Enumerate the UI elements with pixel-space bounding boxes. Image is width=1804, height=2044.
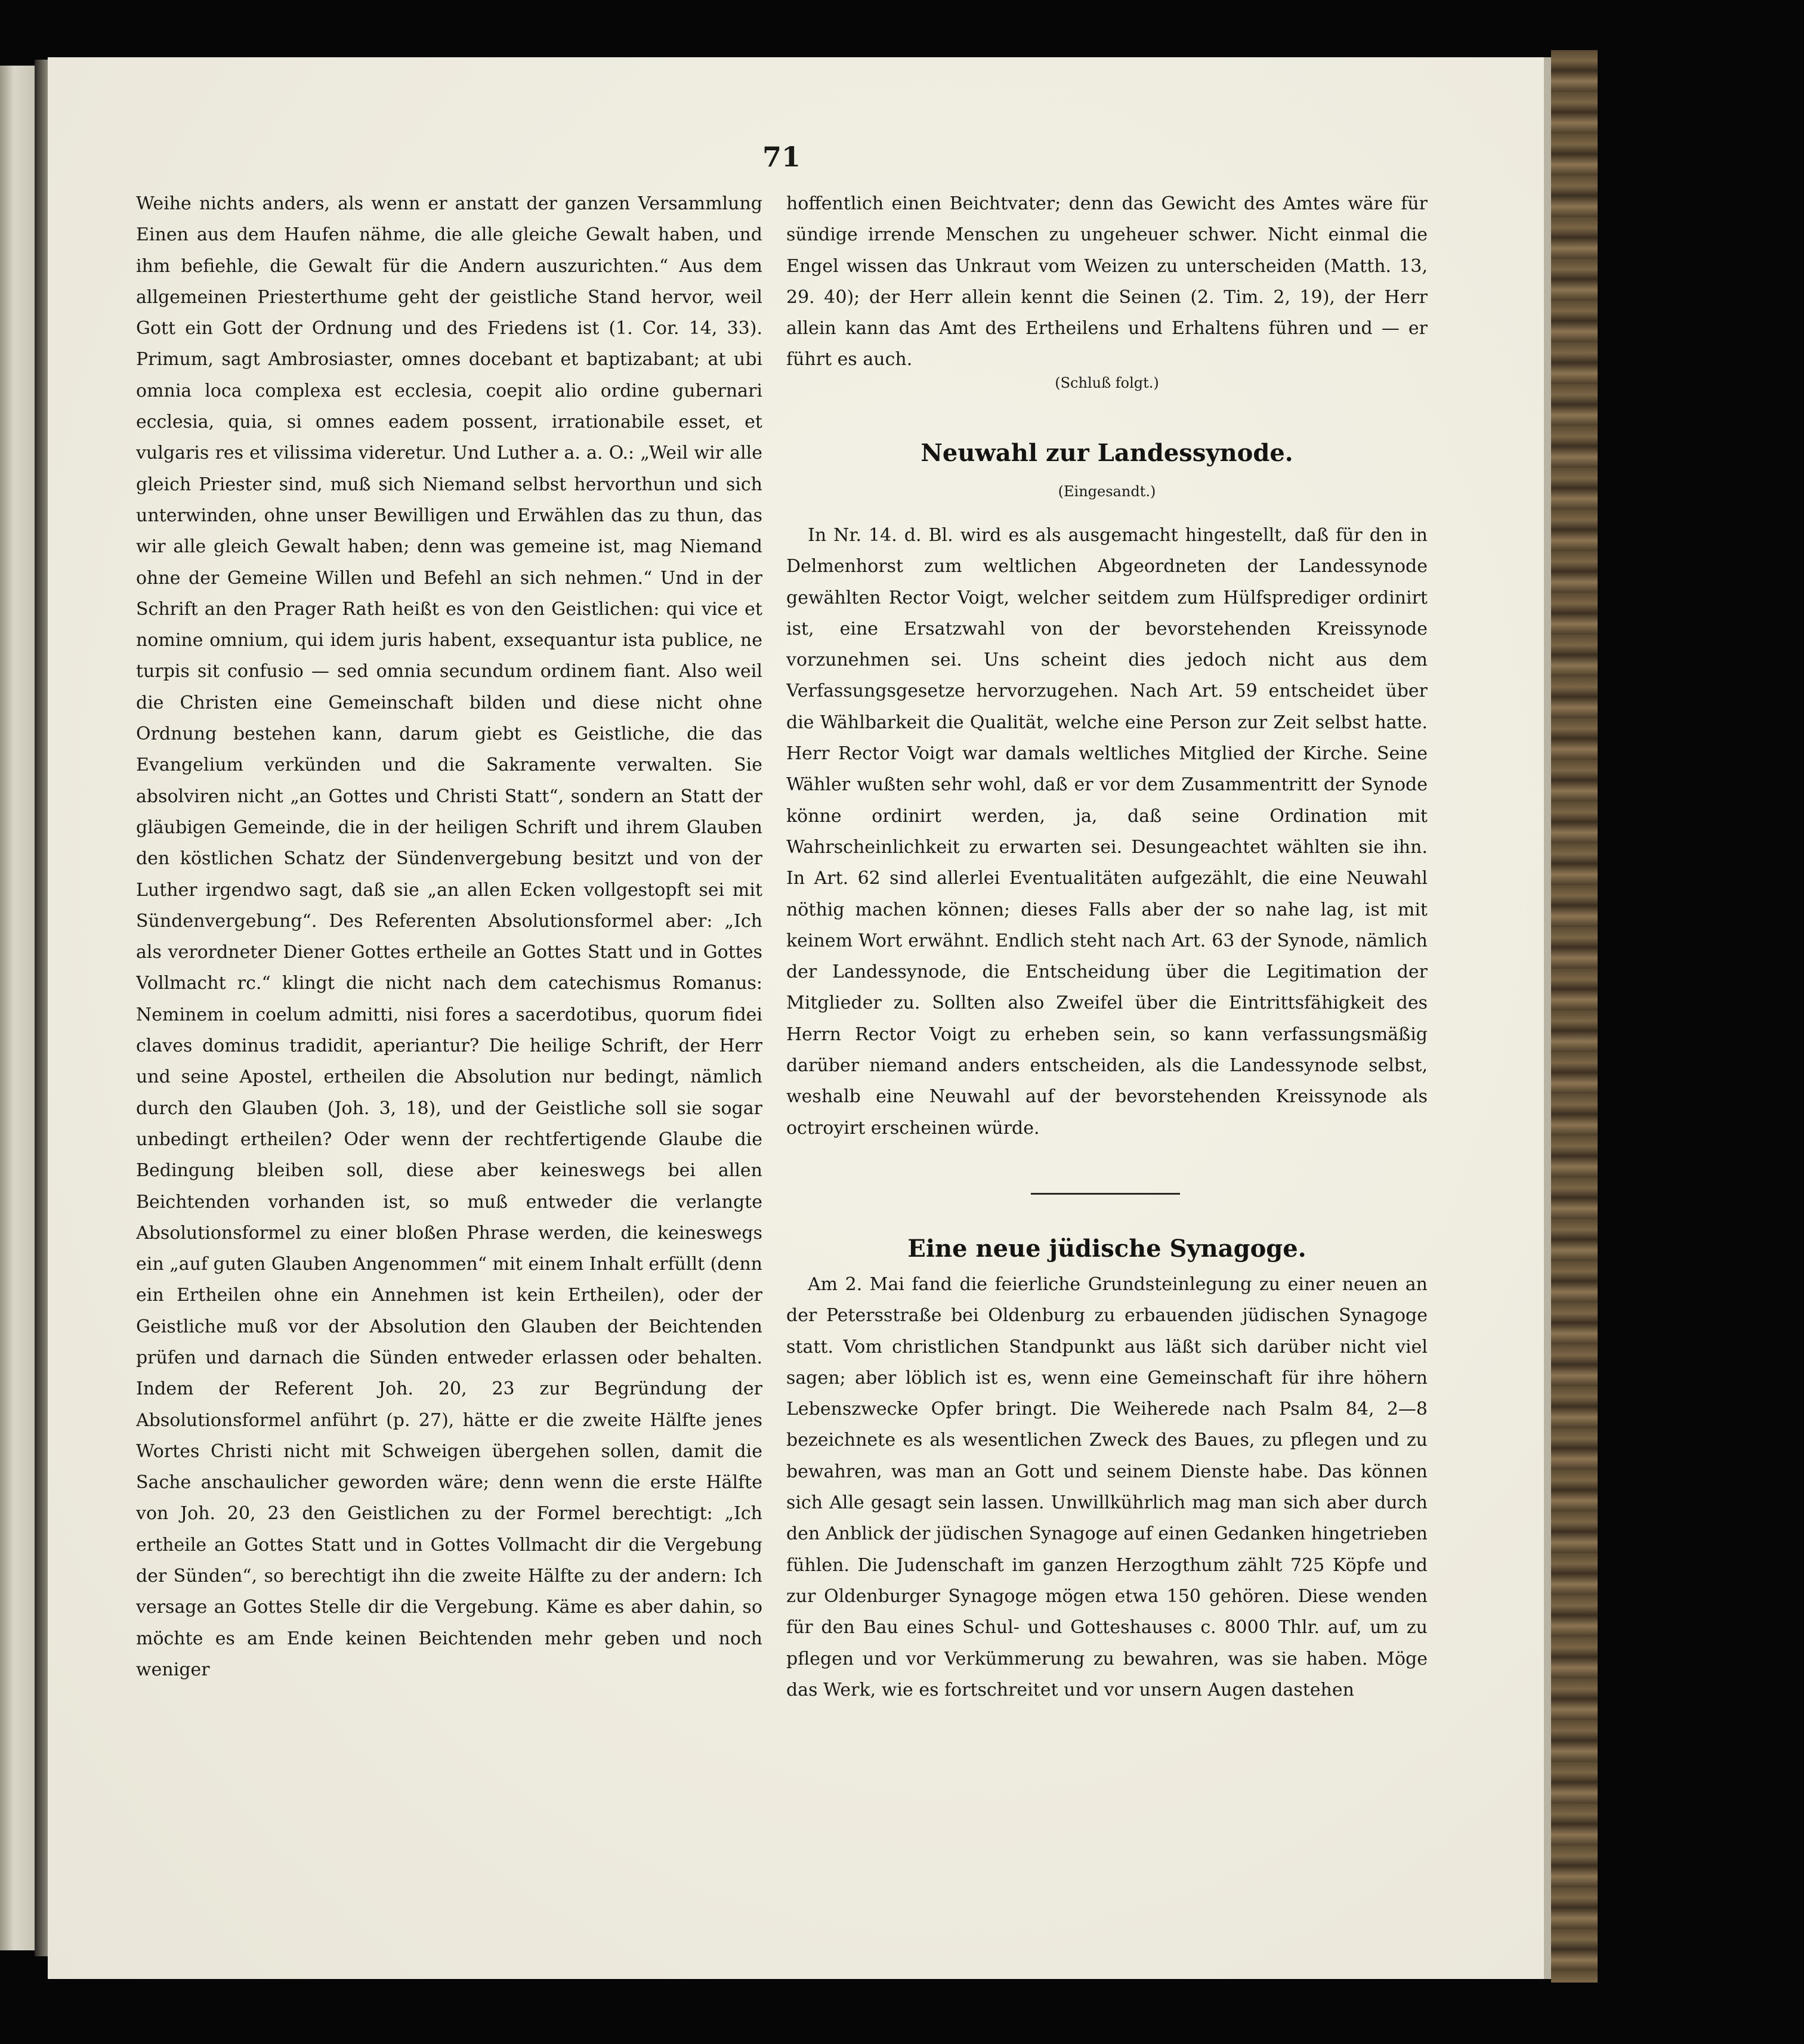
section-body-synagoge: [786, 1269, 1428, 1758]
left-column-paragraph: Weihe nichts anders, als wenn er anstatt der ganzen Versammlung Einen aus dem Haufen nähme, die alle gleiche Gewalt haben, und ihm befiehle, die Gewalt für die Andern auszurichten.“ Aus dem allgemeinen Priesterthume geht der geistliche Stand hervor, weil Gott ein Gott der Ordnung und des Friedens ist (1. Cor. 14, 33). Primum, sagt Ambrosiaster, omnes docebant et baptizabant; at ubi omnia loca complexa est ecclesia, coepit alio ordine gubernari ecclesia, quia, si omnes eadem possent, irrationabile esset, et vulgaris res et vilissima videretur. Und Luther a. a. O.: „Weil wir alle gleich Priester sind, muß sich Niemand selbst hervorthun und sich unterwinden, ohne unser Bewilligen und Erwählen das zu thun, das wir alle gleich Gewalt haben; denn was gemeine ist, mag Niemand ohne der Gemeine Willen und Befehl an sich nehmen.“ Und in der Schrift an den Prager Rath heißt es von den Geistlichen: qui vice et nomine omnium, qui idem juris habent, exsequantur ista publice, ne turpis sit confusio — sed omnia secundum ordinem fiant. Also weil die Christen eine Gemeinschaft bilden und diese nicht ohne Ordnung bestehen kann, darum giebt es Geistliche, die das Evangelium verkünden und die Sakramente verwalten. Sie absolviren nicht „an Gottes und Christi Statt“, sondern an Statt der gläubigen Gemeinde, die in der heiligen Schrift und ihrem Glauben den köstlichen Schatz der Sündenvergebung besitzt und von der Luther irgendwo sagt, daß sie „an allen Ecken vollgestopft sei mit Sündenvergebung“. Des Referenten Absolutionsformel aber: „Ich als verordneter Diener Gottes ertheile an Gottes Statt und in Gottes Vollmacht rc.“ klingt die nicht nach dem catechismus Romanus: Neminem in coelum admitti, nisi fores a sacerdotibus, quorum fidei claves dominus tradidit, aperiantur? Die heilige Schrift, der Herr und seine Apostel, ertheilen die Absolution nur bedingt, nämlich durch den Glauben (Joh. 3, 18), und der Geistliche soll sie sogar unbedingt ertheilen? Oder wenn der rechtfertigende Glaube die Bedingung bleiben soll, diese aber keineswegs bei allen Beichtenden vorhanden ist, so muß entweder die verlangte Absolutionsformel zu einer bloßen Phrase werden, die keineswegs ein „auf guten Glauben Angenommen“ mit einem Inhalt erfüllt (denn ein Ertheilen ohne ein Annehmen ist kein Ertheilen), oder der Geistliche muß vor der Absolution den Glauben der Beichtenden prüfen und darnach die Sünden entweder erlassen oder behalten. Indem der Referent Joh. 20, 23 zur Begründung der Absolutionsformel anführt (p. 27), hätte er die zweite Hälfte jenes Wortes Christi nicht mit Schweigen übergehen sollen, damit die Sache anschaulicher geworden wäre; denn wenn die erste Hälfte von Joh. 20, 23 den Geistlichen zu der Formel berechtigt: „Ich ertheile an Gottes Statt und in Gottes Vollmacht dir die Vergebung der Sünden“, so berechtigt ihn die zweite Hälfte zu der andern: Ich versage an Gottes Stelle dir die Vergebung. Käme es aber dahin, so möchte es am Ende keinen Beichtenden mehr geben und noch weniger: [136, 193, 762, 1680]
book-gutter: [35, 60, 48, 1956]
page-number: 71: [762, 141, 801, 173]
marbled-cover-edge: [1551, 50, 1598, 1983]
section-subtitle-eingesandt: (Eingesandt.): [1058, 483, 1156, 500]
right-column-continuation: [786, 188, 1428, 379]
continuation-paragraph: hoffentlich einen Beichtvater; denn das Gewicht des Amtes wäre für sündige irrende Menschen zu ungeheuer schwer. Nicht einmal die Engel wissen das Unkraut vom Weizen zu unterscheiden (Matth. 13, 29. 40); der Herr allein kennt die Seinen (2. Tim. 2, 19), der Herr allein kann das Amt des Ertheilens und Erhaltens führen und — er führt es auch.: [786, 193, 1428, 370]
facing-page-edge: [0, 66, 35, 1950]
section-title-neuwahl: Neuwahl zur Landessynode.: [920, 439, 1293, 467]
left-column: [136, 188, 762, 1751]
synagoge-paragraph: Am 2. Mai fand die feierliche Grundsteinlegung zu einer neuen an der Petersstraße bei Oldenburg zu erbauenden jüdischen Synagoge statt. Vom christlichen Standpunkt aus läßt sich darüber nicht viel sagen; aber löblich ist es, wenn eine Gemeinschaft für ihre höhern Lebenszwecke Opfer bringt. Die Weiherede nach Psalm 84, 2—8 bezeichnete es als wesentlichen Zweck des Baues, zu pflegen und zu bewahren, was man an Gott und seinem Dienste habe. Das können sich Alle gesagt sein lassen. Unwillkührlich mag man sich aber durch den Anblick der jüdischen Synagoge auf einen Gedanken hingetrieben fühlen. Die Judenschaft im ganzen Herzogthum zählt 725 Köpfe und zur Oldenburger Synagoge mögen etwa 150 gehören. Diese wenden für den Bau eines Schul- und Gotteshauses c. 8000 Thlr. auf, um zu pflegen und vor Verkümmerung zu bewahren, was sie haben. Möge das Werk, wie es fortschreitet und vor unsern Augen dastehen: [786, 1274, 1428, 1700]
to-be-continued: (Schluß folgt.): [1055, 375, 1159, 391]
section-body-neuwahl: [786, 520, 1428, 1182]
neuwahl-paragraph: In Nr. 14. d. Bl. wird es als ausgemacht hingestellt, daß für den in Delmenhorst zum weltlichen Abgeordneten der Landessynode gewählten Rector Voigt, welcher seitdem zum Hülfsprediger ordinirt ist, eine Ersatzwahl von der bevorstehenden Kreissynode vorzunehmen sei. Uns scheint dies jedoch nicht aus dem Verfassungsgesetze hervorzugehen. Nach Art. 59 entscheidet über die Wählbarkeit die Qualität, welche eine Person zur Zeit selbst hatte. Herr Rector Voigt war damals weltliches Mitglied der Kirche. Seine Wähler wußten sehr wohl, daß er vor dem Zusammentritt der Synode könne ordinirt werden, ja, daß seine Ordination mit Wahrscheinlichkeit zu erwarten sei. Desungeachtet wählten sie ihn. In Art. 62 sind allerlei Eventualitäten aufgezählt, die eine Neuwahl nöthig machen können; dieses Falls aber der so nahe lag, ist mit keinem Wort erwähnt. Endlich steht nach Art. 63 der Synode, nämlich der Landessynode, die Entscheidung über die Legitimation der Mitglieder zu. Sollten also Zweifel über die Eintrittsfähigkeit des Herrn Rector Voigt zu erheben sein, so kann verfassungsmäßig darüber niemand anders entscheiden, als die Landessynode selbst, weshalb eine Neuwahl auf der bevorstehenden Kreissynode als octroyirt erscheinen würde.: [786, 525, 1428, 1139]
section-divider: [1031, 1193, 1180, 1195]
section-title-synagoge: Eine neue jüdische Synagoge.: [907, 1235, 1306, 1263]
